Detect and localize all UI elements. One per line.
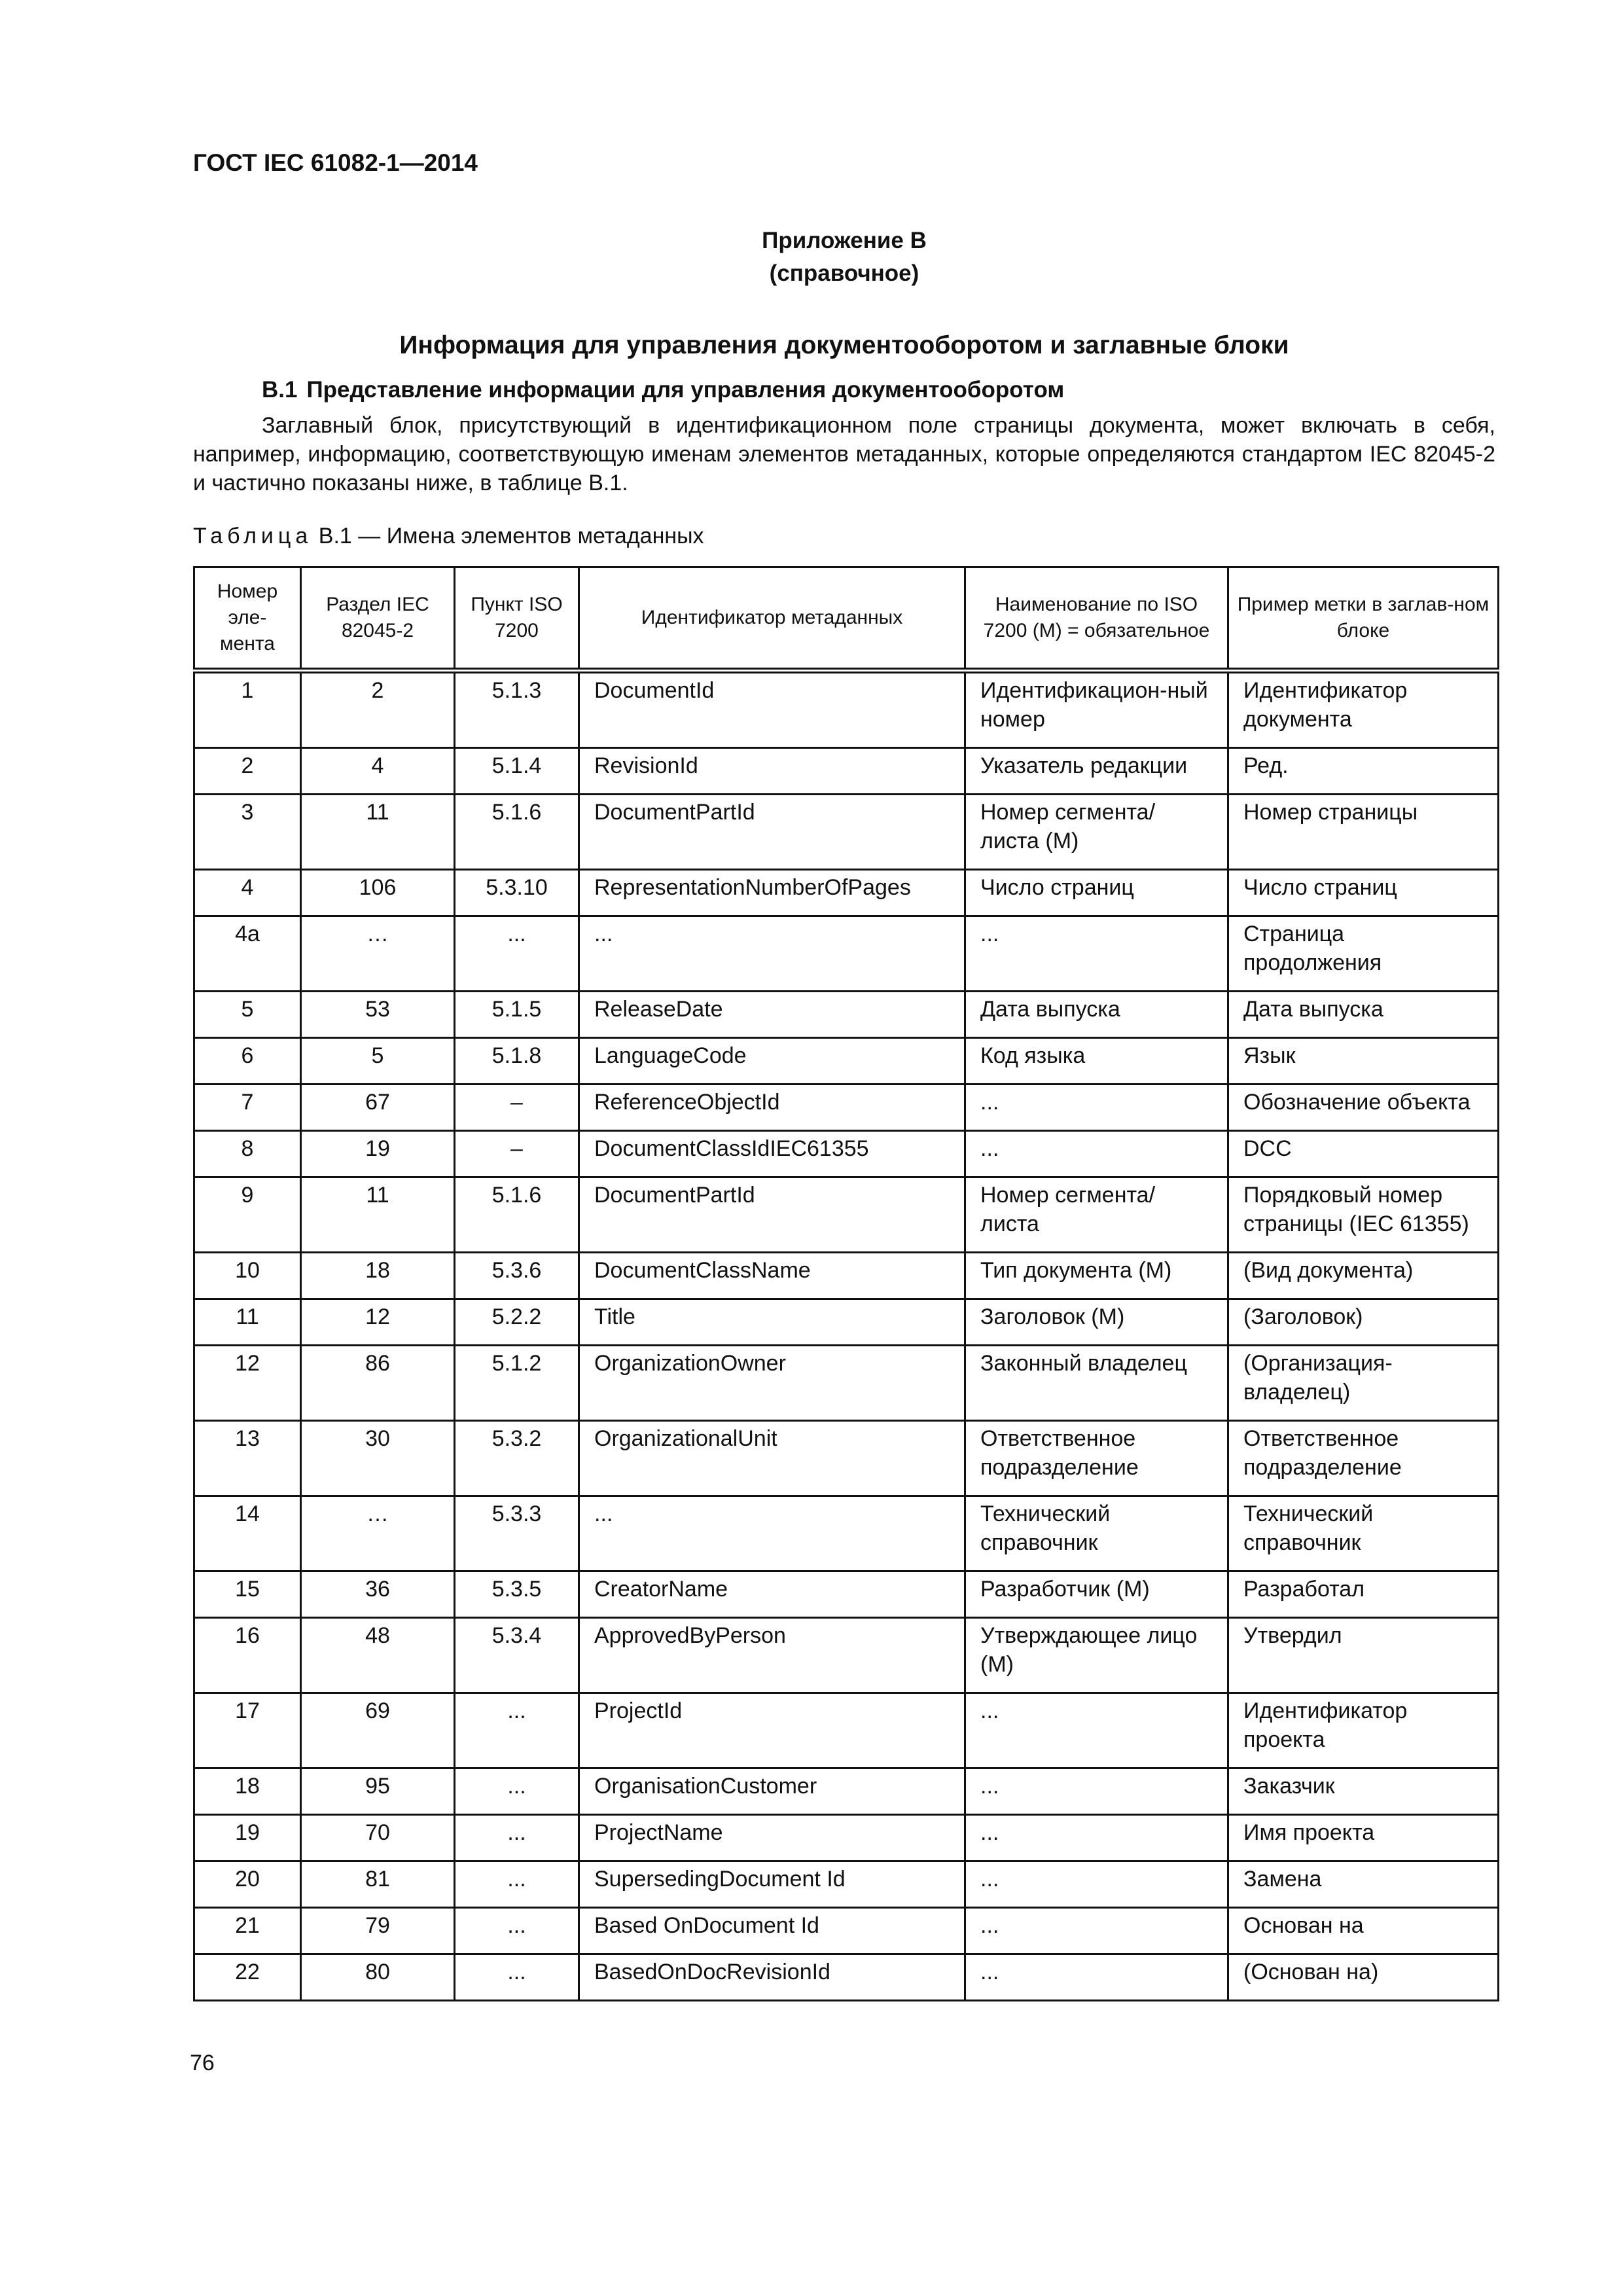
intro-paragraph: Заглавный блок, присутствующий в идентификационном поле страницы документа, может включать в себя, например, информацию, соответствующую именам элементов метаданных, которые определяются стандартом IEC 82045-2 и частично показаны ниже, в таблице В.1. [193, 413, 1495, 495]
table-row [194, 1693, 1499, 1768]
cell-section: 2 [301, 671, 455, 748]
table-caption-text: В.1 — Имена элементов метаданных [318, 524, 704, 548]
cell-metadata-id: DocumentPartId [579, 1177, 965, 1253]
table-row [194, 1861, 1499, 1908]
cell-label-example: Ответственное подразделение [1228, 1421, 1499, 1496]
header-element-number: Номер эле-мента [194, 567, 301, 671]
cell-number: 21 [194, 1908, 301, 1954]
cell-iso-name: ... [965, 1861, 1228, 1908]
cell-clause: 5.3.4 [455, 1618, 579, 1693]
header-metadata-id: Идентификатор метаданных [579, 567, 965, 671]
cell-clause: ... [455, 1954, 579, 2001]
cell-metadata-id: ... [579, 1496, 965, 1571]
table-row [194, 1496, 1499, 1571]
cell-number: 4а [194, 916, 301, 992]
cell-metadata-id: OrganisationCustomer [579, 1768, 965, 1815]
cell-metadata-id: BasedOnDocRevisionId [579, 1954, 965, 2001]
cell-metadata-id: DocumentClassIdIEC61355 [579, 1131, 965, 1177]
cell-number: 15 [194, 1571, 301, 1618]
table-row [194, 916, 1499, 992]
cell-iso-name: Дата выпуска [965, 992, 1228, 1038]
table-row [194, 1618, 1499, 1693]
cell-metadata-id: OrganizationalUnit [579, 1421, 965, 1496]
cell-label-example: Имя проекта [1228, 1815, 1499, 1861]
cell-clause: 5.3.3 [455, 1496, 579, 1571]
cell-iso-name: ... [965, 1131, 1228, 1177]
cell-metadata-id: RepresentationNumberOfPages [579, 870, 965, 916]
header-label-example: Пример метки в заглав-ном блоке [1228, 567, 1499, 671]
appendix-subtitle: (справочное) [769, 260, 919, 286]
metadata-table [193, 566, 1499, 2001]
cell-label-example: (Вид документа) [1228, 1253, 1499, 1299]
cell-iso-name: Разработчик (М) [965, 1571, 1228, 1618]
table-row [194, 1768, 1499, 1815]
cell-metadata-id: ApprovedByPerson [579, 1618, 965, 1693]
cell-clause: 5.3.2 [455, 1421, 579, 1496]
cell-clause: ... [455, 1908, 579, 1954]
cell-section: 19 [301, 1131, 455, 1177]
cell-iso-name: ... [965, 1085, 1228, 1131]
cell-section: 86 [301, 1346, 455, 1421]
cell-clause: 5.1.4 [455, 748, 579, 795]
cell-clause: 5.2.2 [455, 1299, 579, 1346]
cell-label-example: DCC [1228, 1131, 1499, 1177]
cell-number: 8 [194, 1131, 301, 1177]
cell-iso-name: Заголовок (М) [965, 1299, 1228, 1346]
cell-number: 11 [194, 1299, 301, 1346]
table-row [194, 748, 1499, 795]
cell-section: 80 [301, 1954, 455, 2001]
cell-iso-name: ... [965, 1815, 1228, 1861]
cell-iso-name: Технический справочник [965, 1496, 1228, 1571]
cell-number: 19 [194, 1815, 301, 1861]
table-caption [193, 524, 704, 549]
cell-number: 18 [194, 1768, 301, 1815]
cell-label-example: Утвердил [1228, 1618, 1499, 1693]
cell-number: 6 [194, 1038, 301, 1085]
cell-section: 67 [301, 1085, 455, 1131]
cell-label-example: (Заголовок) [1228, 1299, 1499, 1346]
cell-number: 5 [194, 992, 301, 1038]
cell-label-example: Страница продолжения [1228, 916, 1499, 992]
cell-label-example: Дата выпуска [1228, 992, 1499, 1038]
table-row [194, 1253, 1499, 1299]
table-row [194, 1571, 1499, 1618]
cell-number: 22 [194, 1954, 301, 2001]
cell-clause: – [455, 1085, 579, 1131]
cell-iso-name: Идентификацион-ный номер [965, 671, 1228, 748]
table-row [194, 1815, 1499, 1861]
cell-number: 10 [194, 1253, 301, 1299]
cell-clause: 5.3.10 [455, 870, 579, 916]
table-header-row [194, 567, 1499, 671]
table-row [194, 992, 1499, 1038]
cell-section: … [301, 1496, 455, 1571]
cell-iso-name: Номер сегмента/ листа (М) [965, 795, 1228, 870]
cell-clause: 5.1.8 [455, 1038, 579, 1085]
table-row [194, 1954, 1499, 2001]
cell-iso-name: Утверждающее лицо (М) [965, 1618, 1228, 1693]
cell-number: 2 [194, 748, 301, 795]
cell-metadata-id: ProjectName [579, 1815, 965, 1861]
cell-number: 3 [194, 795, 301, 870]
section-title: Представление информации для управления документооборотом [306, 377, 1065, 403]
cell-iso-name: Номер сегмента/ листа [965, 1177, 1228, 1253]
cell-label-example: Номер страницы [1228, 795, 1499, 870]
cell-iso-name: Указатель редакции [965, 748, 1228, 795]
cell-label-example: Заказчик [1228, 1768, 1499, 1815]
cell-section: 11 [301, 1177, 455, 1253]
cell-clause: ... [455, 1768, 579, 1815]
cell-iso-name: Код языка [965, 1038, 1228, 1085]
cell-metadata-id: Title [579, 1299, 965, 1346]
cell-number: 13 [194, 1421, 301, 1496]
cell-metadata-id: ProjectId [579, 1693, 965, 1768]
cell-section: 12 [301, 1299, 455, 1346]
table-row [194, 1299, 1499, 1346]
cell-iso-name: Число страниц [965, 870, 1228, 916]
cell-clause: 5.1.2 [455, 1346, 579, 1421]
table-row [194, 1131, 1499, 1177]
cell-clause: ... [455, 1861, 579, 1908]
cell-metadata-id: SupersedingDocument Id [579, 1861, 965, 1908]
cell-label-example: Замена [1228, 1861, 1499, 1908]
cell-label-example: Число страниц [1228, 870, 1499, 916]
cell-section: 30 [301, 1421, 455, 1496]
cell-section: 5 [301, 1038, 455, 1085]
cell-section: 11 [301, 795, 455, 870]
table-row [194, 671, 1499, 748]
cell-label-example: Идентификатор документа [1228, 671, 1499, 748]
cell-number: 17 [194, 1693, 301, 1768]
cell-clause: 5.3.5 [455, 1571, 579, 1618]
section-heading [262, 377, 1064, 403]
cell-clause: 5.1.3 [455, 671, 579, 748]
cell-metadata-id: OrganizationOwner [579, 1346, 965, 1421]
cell-section: … [301, 916, 455, 992]
cell-number: 4 [194, 870, 301, 916]
header-clause: Пункт ISO 7200 [455, 567, 579, 671]
cell-metadata-id: CreatorName [579, 1571, 965, 1618]
table-row [194, 1346, 1499, 1421]
cell-section: 18 [301, 1253, 455, 1299]
cell-number: 12 [194, 1346, 301, 1421]
appendix-title: Приложение В [762, 228, 927, 253]
document-title: Информация для управления документооборотом и заглавные блоки [399, 331, 1289, 359]
cell-label-example: Обозначение объекта [1228, 1085, 1499, 1131]
table-row [194, 870, 1499, 916]
cell-iso-name: ... [965, 1954, 1228, 2001]
cell-number: 1 [194, 671, 301, 748]
cell-metadata-id: Based OnDocument Id [579, 1908, 965, 1954]
cell-section: 4 [301, 748, 455, 795]
appendix-heading [193, 224, 1495, 290]
cell-metadata-id: RevisionId [579, 748, 965, 795]
cell-metadata-id: ReleaseDate [579, 992, 965, 1038]
cell-clause: 5.1.6 [455, 795, 579, 870]
cell-metadata-id: ... [579, 916, 965, 992]
cell-section: 69 [301, 1693, 455, 1768]
table-row [194, 1085, 1499, 1131]
cell-label-example: Порядковый номер страницы (IEC 61355) [1228, 1177, 1499, 1253]
cell-metadata-id: ReferenceObjectId [579, 1085, 965, 1131]
cell-iso-name: ... [965, 1768, 1228, 1815]
cell-section: 81 [301, 1861, 455, 1908]
cell-clause: ... [455, 916, 579, 992]
cell-section: 70 [301, 1815, 455, 1861]
page-number: 76 [190, 2051, 215, 2075]
cell-section: 36 [301, 1571, 455, 1618]
cell-clause: 5.3.6 [455, 1253, 579, 1299]
cell-number: 16 [194, 1618, 301, 1693]
table-row [194, 1908, 1499, 1954]
cell-clause: ... [455, 1815, 579, 1861]
cell-section: 53 [301, 992, 455, 1038]
cell-clause: 5.1.5 [455, 992, 579, 1038]
cell-label-example: Ред. [1228, 748, 1499, 795]
cell-section: 48 [301, 1618, 455, 1693]
cell-iso-name: Ответственное подразделение [965, 1421, 1228, 1496]
cell-label-example: Язык [1228, 1038, 1499, 1085]
cell-metadata-id: LanguageCode [579, 1038, 965, 1085]
cell-number: 20 [194, 1861, 301, 1908]
standard-code: ГОСТ IEC 61082-1—2014 [193, 149, 478, 176]
table-row [194, 795, 1499, 870]
cell-number: 9 [194, 1177, 301, 1253]
cell-iso-name: Тип документа (М) [965, 1253, 1228, 1299]
cell-section: 79 [301, 1908, 455, 1954]
cell-metadata-id: DocumentId [579, 671, 965, 748]
cell-label-example: Основан на [1228, 1908, 1499, 1954]
cell-clause: – [455, 1131, 579, 1177]
cell-number: 14 [194, 1496, 301, 1571]
cell-section: 95 [301, 1768, 455, 1815]
cell-metadata-id: DocumentPartId [579, 795, 965, 870]
cell-number: 7 [194, 1085, 301, 1131]
cell-label-example: Разработал [1228, 1571, 1499, 1618]
header-section: Раздел IEC 82045-2 [301, 567, 455, 671]
table-caption-label: Таблица [193, 524, 313, 548]
table-row [194, 1038, 1499, 1085]
cell-iso-name: ... [965, 1908, 1228, 1954]
cell-label-example: Технический справочник [1228, 1496, 1499, 1571]
cell-iso-name: Законный владелец [965, 1346, 1228, 1421]
cell-clause: 5.1.6 [455, 1177, 579, 1253]
cell-label-example: (Основан на) [1228, 1954, 1499, 2001]
cell-label-example: Идентификатор проекта [1228, 1693, 1499, 1768]
table-row [194, 1177, 1499, 1253]
cell-iso-name: ... [965, 1693, 1228, 1768]
cell-section: 106 [301, 870, 455, 916]
cell-label-example: (Организация-владелец) [1228, 1346, 1499, 1421]
section-number: В.1 [262, 377, 298, 403]
header-iso-name: Наименование по ISO 7200 (М) = обязательное [965, 567, 1228, 671]
cell-iso-name: ... [965, 916, 1228, 992]
cell-clause: ... [455, 1693, 579, 1768]
cell-metadata-id: DocumentClassName [579, 1253, 965, 1299]
table-row [194, 1421, 1499, 1496]
